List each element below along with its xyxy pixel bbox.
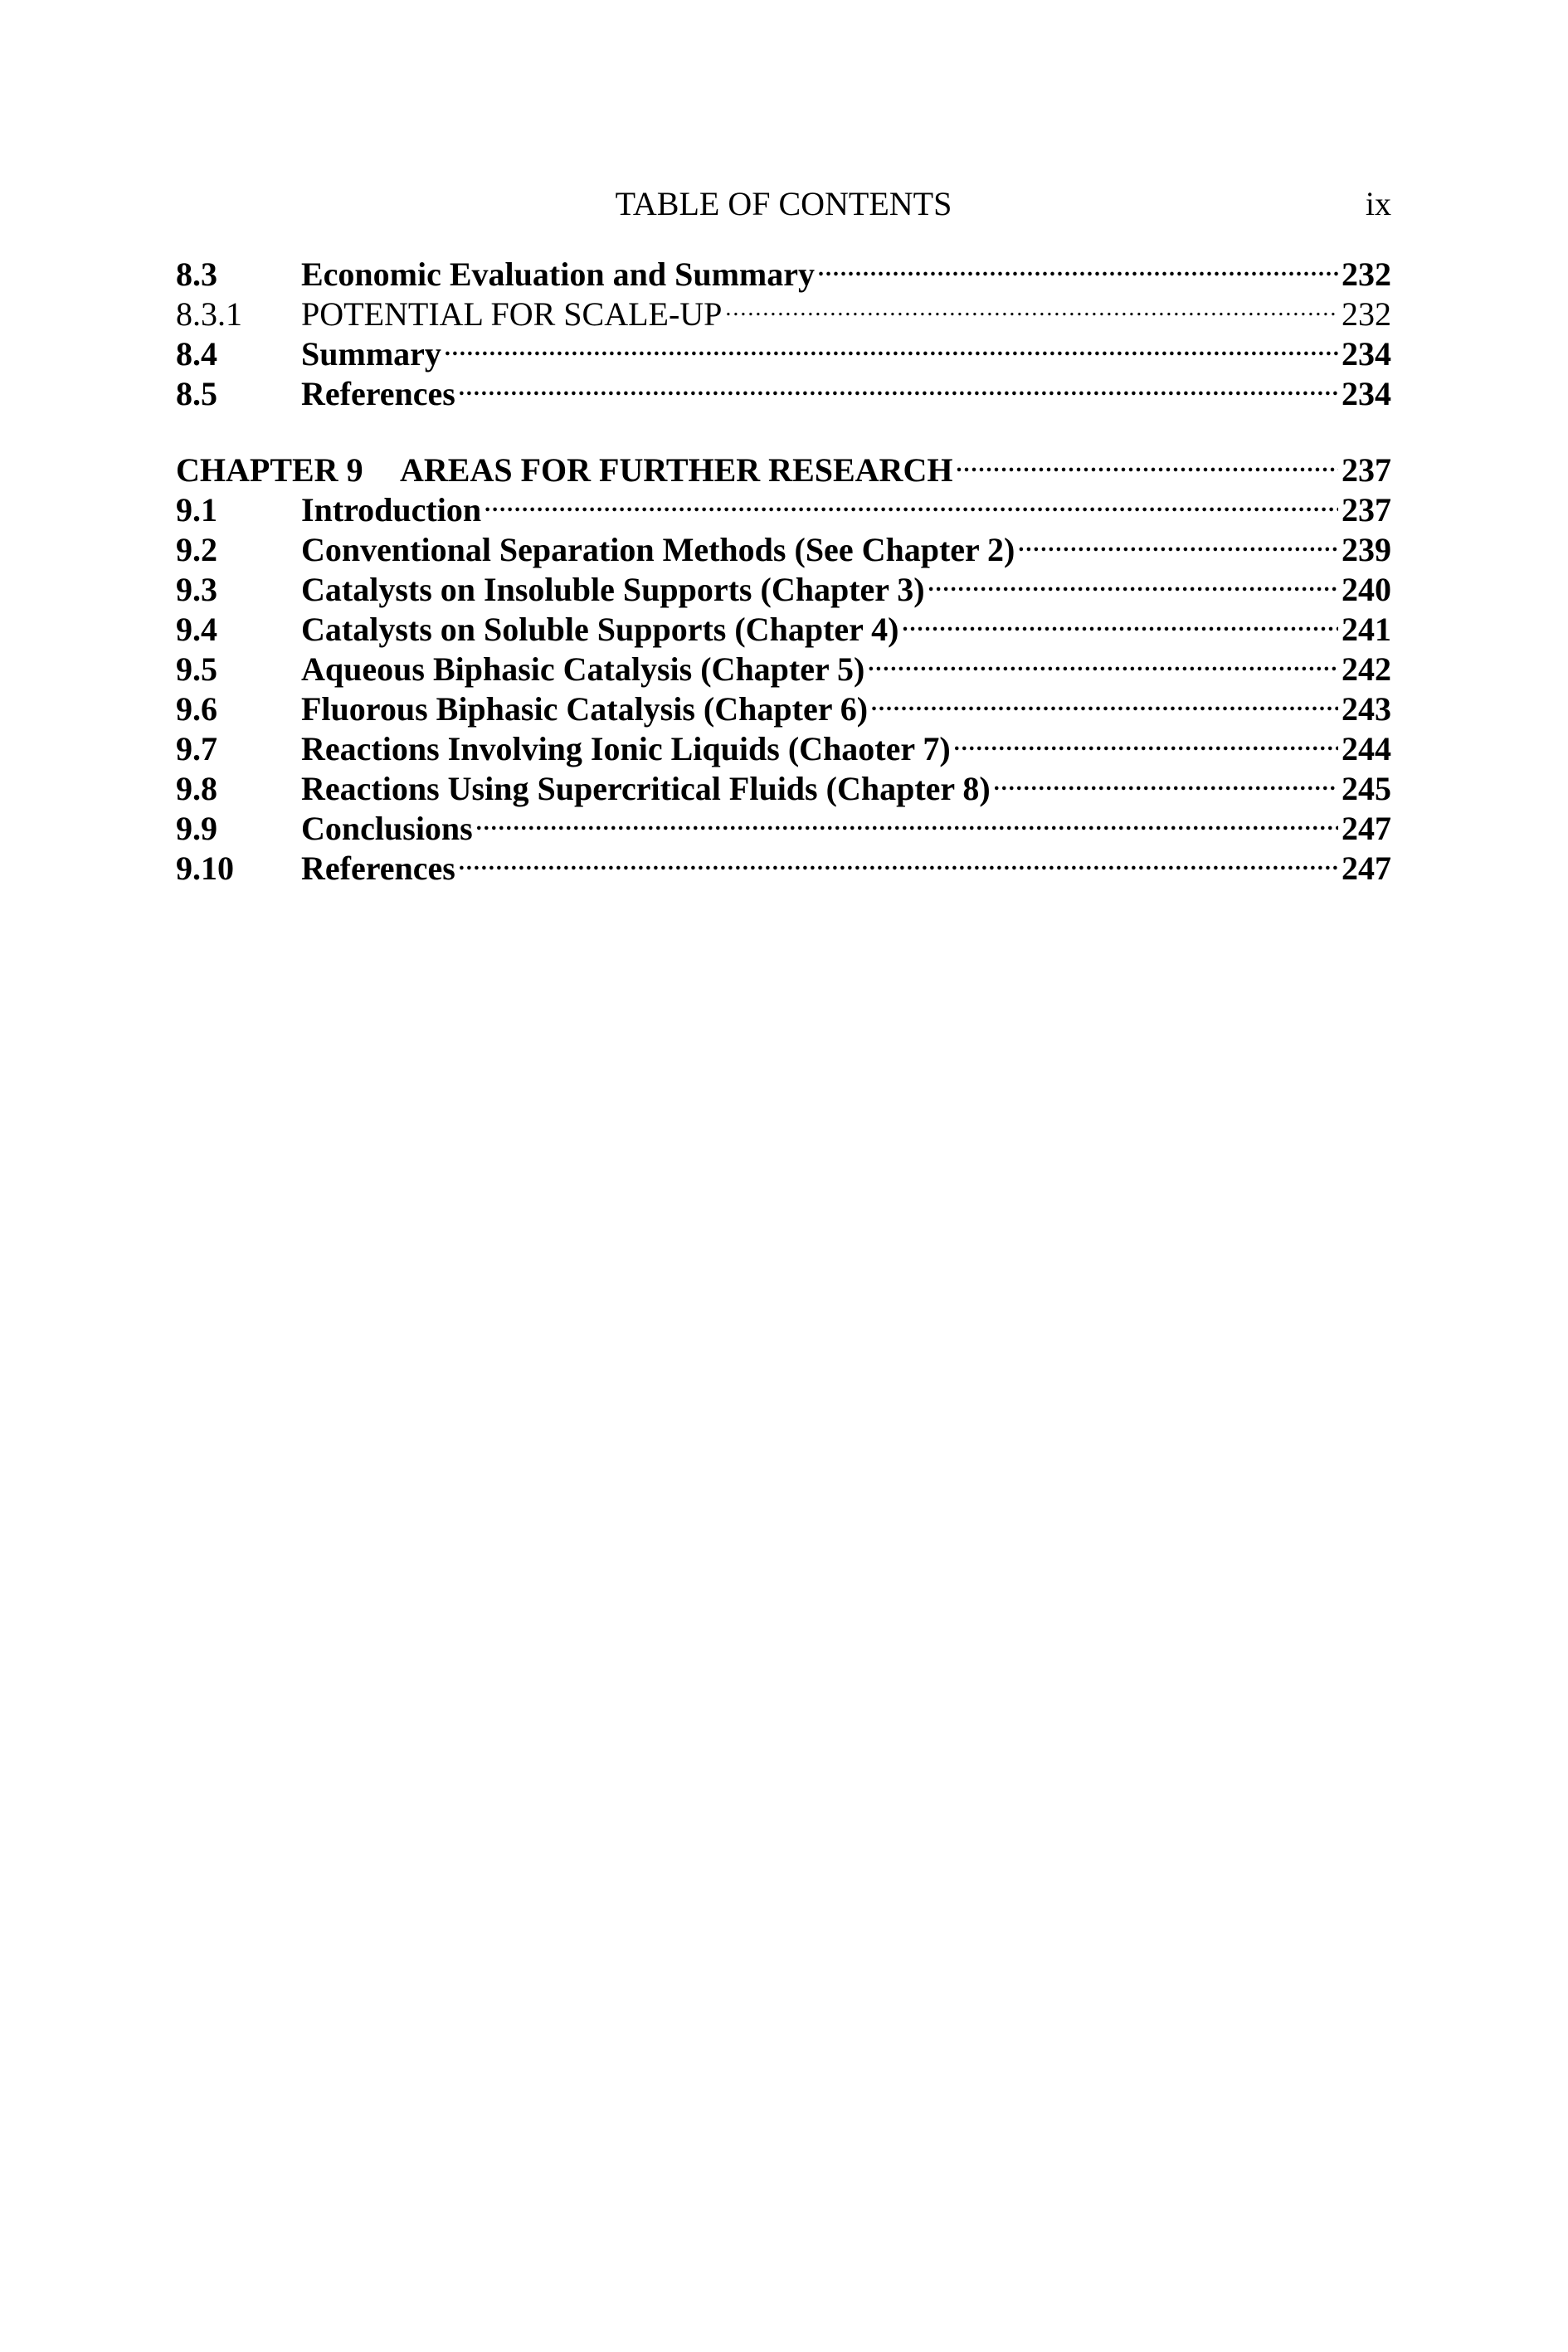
dot-leader [725,285,1338,325]
toc-entry-number: 9.10 [176,850,234,887]
dot-leader [994,760,1338,800]
toc-entry-page: 234 [1342,375,1391,412]
chapter-page: 237 [1342,451,1391,489]
toc-entry-title: Catalysts on Soluble Supports (Chapter 4) [301,611,899,648]
toc-entry-number: 9.5 [176,650,217,688]
toc-entry-number: 8.5 [176,375,217,412]
toc-entry-page: 234 [1342,335,1391,373]
dot-leader [445,325,1338,365]
toc-entry-number: 9.6 [176,690,217,728]
toc-entry-title: References [301,850,455,887]
dot-leader [459,840,1338,879]
dot-leader [903,601,1339,640]
toc-entry-page: 244 [1342,730,1391,767]
dot-leader [871,680,1338,720]
toc-entry-page: 245 [1342,770,1391,807]
toc-entry-page: 247 [1342,810,1391,847]
toc-section-8 [176,246,1391,412]
toc-entry-title: Fluorous Biphasic Catalysis (Chapter 6) [301,690,869,728]
toc-entry-number: 9.1 [176,491,217,528]
header-title: TABLE OF CONTENTS [615,185,952,222]
dot-leader [476,800,1338,840]
toc-entry-number: 8.3 [176,256,217,293]
toc-entry-title: Economic Evaluation and Summary [301,256,815,293]
dot-leader [954,720,1338,760]
toc-entry-title: Catalysts on Insoluble Supports (Chapter 3) [301,571,925,608]
toc-entry-number: 9.4 [176,611,217,648]
toc-entry-title: Summary [301,335,441,373]
toc-entry-number: 9.3 [176,571,217,608]
toc-entry-title: Introduction [301,491,482,528]
chapter-heading[interactable] [176,441,1391,489]
toc-entry[interactable] [176,246,1391,293]
dot-leader [928,561,1338,601]
toc-entry-page: 232 [1342,256,1391,293]
toc-entry-page: 239 [1342,531,1391,568]
dot-leader [956,441,1338,481]
toc-chapter-9 [176,441,1391,887]
toc-entry-title: Aqueous Biphasic Catalysis (Chapter 5) [301,650,865,688]
toc-entry-page: 243 [1342,690,1391,728]
dot-leader [1018,521,1338,561]
toc-entry-title: Reactions Using Supercritical Fluids (Chapter 8) [301,770,991,807]
toc-entry-page: 237 [1342,491,1391,528]
toc-entry-page: 247 [1342,850,1391,887]
toc-entry-page: 242 [1342,650,1391,688]
toc-entry-page: 240 [1342,571,1391,608]
toc-entry-title: References [301,375,455,412]
toc-entry-title: Conclusions [301,810,473,847]
toc-entry-title: POTENTIAL FOR SCALE-UP [301,295,723,333]
dot-leader [818,246,1338,285]
toc-entry-number: 9.2 [176,531,217,568]
toc-entry-number: 8.4 [176,335,217,373]
toc-entry-title: Reactions Involving Ionic Liquids (Chaoter 7) [301,730,951,767]
dot-leader [459,365,1338,405]
dot-leader [485,481,1338,521]
page-header [176,181,1391,227]
toc-entry-number: 9.8 [176,770,217,807]
chapter-label: CHAPTER 9 [176,451,363,489]
toc-entry-page: 232 [1342,295,1391,333]
chapter-title: AREAS FOR FURTHER RESEARCH [400,451,953,489]
dot-leader [868,640,1338,680]
toc-entry-title: Conventional Separation Methods (See Chapter 2) [301,531,1015,568]
toc-entry-number: 9.7 [176,730,217,767]
toc-entry-number: 8.3.1 [176,295,242,333]
header-page-number: ix [1365,185,1391,222]
toc-entry-page: 241 [1342,611,1391,648]
toc-entry-number: 9.9 [176,810,217,847]
